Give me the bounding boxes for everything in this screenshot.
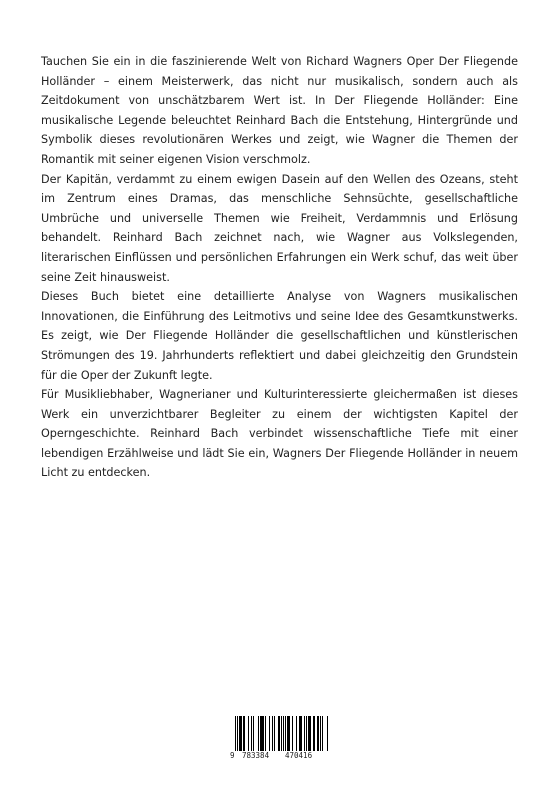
- barcode-bar: [278, 716, 279, 751]
- blurb-paragraph-2: Der Kapitän, verdammt zu einem ewigen Dasein auf den Wellen des Ozeans, steht im Zentrum eines Dramas, das menschliche Sehnsüchte, gesellschaftliche Umbrüche und universelle Themen wie Freiheit, Verdammnis und Erlösung behandelt. Reinhard Bach zeichnet nach, wie Wagner aus Volkslegenden, literarischen Einflüssen und persönlichen Erfahrungen ein Werk schuf, das weit über seine Zeit hinausweist.: [41, 172, 518, 284]
- barcode-bar: [287, 716, 288, 751]
- barcode-bar: [237, 716, 238, 756]
- barcode-bar: [243, 716, 244, 751]
- barcode-bar: [299, 716, 300, 751]
- barcode-bar: [235, 716, 236, 756]
- barcode-bar: [320, 716, 321, 751]
- barcode-bar: [318, 716, 319, 751]
- barcode-bar: [304, 716, 305, 751]
- blurb-paragraph-3: Dieses Buch bietet eine detaillierte Analyse von Wagners musikalischen Innovationen, die Einführung des Leitmotivs und seine Idee des Gesamtkunstwerks. Es zeigt, wie Der Fliegende Holländer die gesellschaftlichen und künstlerischen Strömungen des 19. Jahrhunderts reflektiert und dabei gleichzeitig den Grundstein für die Oper der Zukunft legte.: [41, 290, 518, 382]
- barcode-bar: [308, 716, 309, 751]
- barcode-bar: [314, 716, 315, 751]
- barcode-bar: [289, 716, 290, 751]
- barcode-bar: [300, 716, 301, 751]
- barcode-bar: [241, 716, 242, 751]
- barcode-bar: [244, 716, 245, 751]
- barcode-bar: [309, 716, 310, 751]
- barcode-bar: [274, 716, 275, 751]
- barcode-bar: [239, 716, 240, 751]
- barcode-bar: [251, 716, 252, 751]
- barcode-bar: [322, 716, 323, 751]
- barcode-bar: [279, 716, 280, 751]
- barcode-bar: [253, 716, 254, 751]
- barcode-digits-left: 783384: [242, 751, 270, 760]
- barcode-bar: [301, 716, 302, 751]
- barcode-bar: [292, 716, 293, 751]
- barcode-bar: [317, 716, 318, 751]
- barcode-bar: [283, 716, 284, 756]
- barcode-bar: [285, 716, 286, 751]
- barcode-bar: [258, 716, 259, 751]
- barcode-bar: [310, 716, 311, 751]
- barcode-bar: [281, 716, 282, 756]
- blurb-paragraph-4: Für Musikliebhaber, Wagnerianer und Kulturinteressierte gleichermaßen ist dieses Werk ein unverzichtbarer Begleiter zu einem der wichtigsten Kapitel der Operngeschichte. Reinhard Bach verbindet wissenschaftliche Tiefe mit einer lebendigen Erzählweise und lädt Sie ein, Wagners Der Fliegende Holländer in neuem Licht zu entdecken.: [41, 388, 518, 480]
- barcode-bar: [261, 716, 262, 751]
- blurb-text: [41, 52, 518, 483]
- barcode-bar: [240, 716, 241, 751]
- barcode-bar: [272, 716, 273, 751]
- blurb-paragraph-1: Tauchen Sie ein in die faszinierende Welt von Richard Wagners Oper Der Fliegende Holländer – einem Meisterwerk, das nicht nur musikalisch, sondern auch als Zeitdokument von unschätzbarem Wert ist. In Der Fliegende Holländer: Eine musikalische Legende beleuchtet Reinhard Bach die Entstehung, Hintergründe und Symbolik dieses revolutionären Werkes und zeigt, wie Wagner die Themen der Romantik mit seiner eigenen Vision verschmolz.: [41, 55, 518, 166]
- barcode-digit-first: 9: [230, 751, 235, 760]
- barcode-digits: [230, 751, 329, 763]
- barcode-bar: [260, 716, 261, 751]
- barcode-bar: [296, 716, 297, 751]
- barcode-bar: [248, 716, 249, 751]
- barcode-bar: [262, 716, 263, 751]
- barcode-bar: [288, 716, 289, 751]
- barcode-bar: [327, 716, 328, 756]
- barcode-digits-right: 470416: [285, 751, 313, 760]
- barcode-bar: [269, 716, 270, 751]
- barcode-bar: [306, 716, 307, 751]
- barcode-bar: [263, 716, 264, 751]
- barcode-bar: [265, 716, 266, 751]
- isbn-barcode: [230, 714, 329, 764]
- barcode-bar: [313, 716, 314, 751]
